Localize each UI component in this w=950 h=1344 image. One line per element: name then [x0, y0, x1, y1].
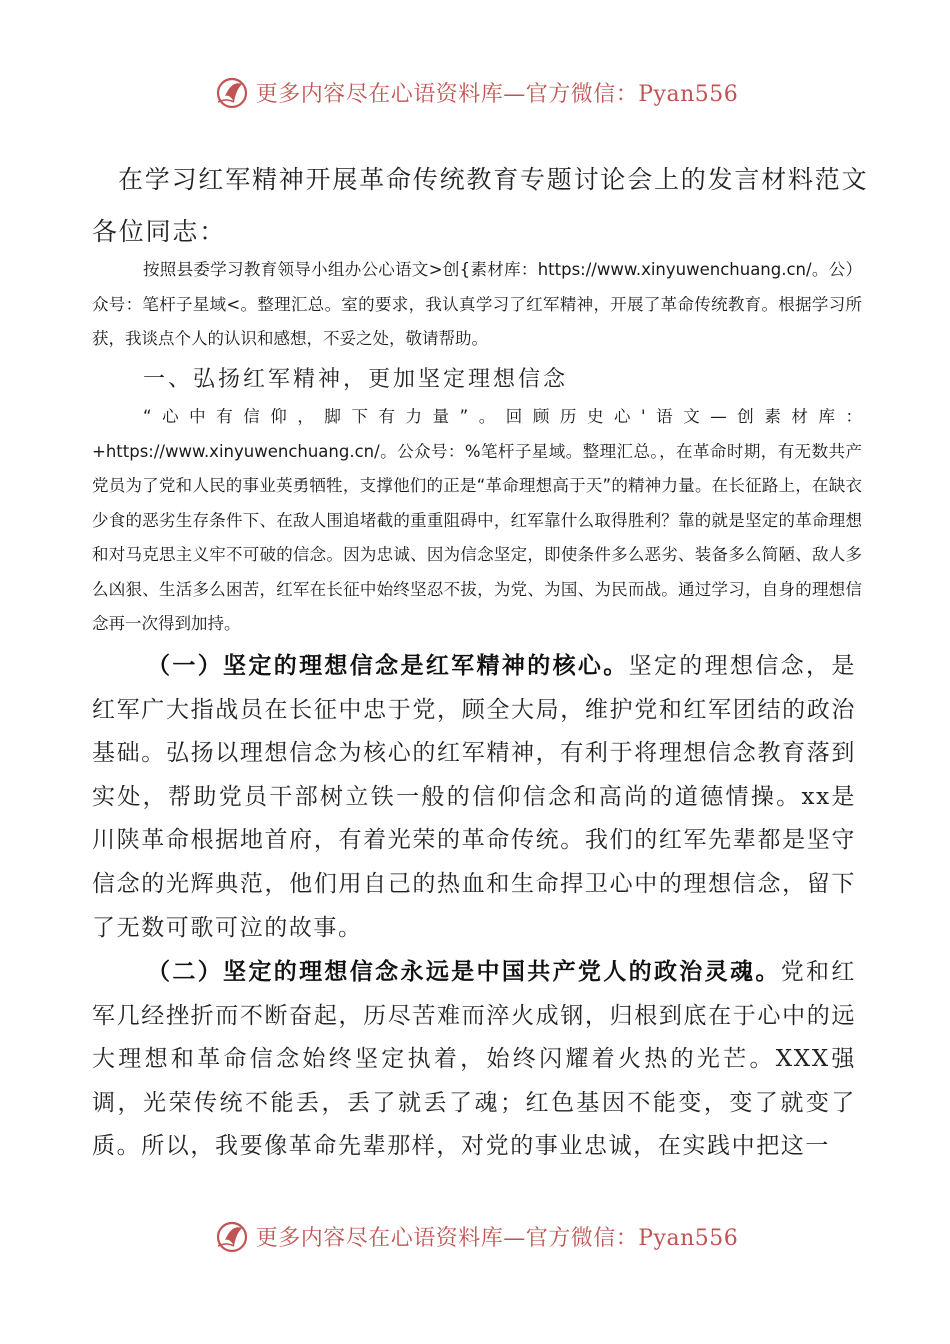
- subsection-2-text: 党和红军几经挫折而不断奋起，历尽苦难而淬火成钢，归根到底在于心中的远大理想和革命信念始终坚定执着，始终闪耀着火热的光芒。XXX强调，光荣传统不能丢，丢了就丢了魂；红色基因不能变，变了就变了质。所以，我要像革命先辈那样，对党的事业忠诚，在实践中把这一: [92, 959, 856, 1160]
- paragraph-section-1: “心中有信仰，脚下有力量”。回顾历史心'语文—创素材库：+https://www.xinyuwenchuang.cn/。公众号：%笔杆子星域。整理汇总。，在革命时期，有无数共产党员为了党和人民的事业英勇牺牲，支撑他们的正是“革命理想高于天”的精神力量。在长征路上，在缺衣少食的恶劣生存条件下、在敌人围追堵截的重重阻碍中，红军靠什么取得胜利？靠的就是坚定的革命理想和对马克思主义牢不可破的信念。因为忠诚、因为信念坚定，即使条件多么恶劣、装备多么简陋、敌人多么凶狠、生活多么困苦，红军在长征中始终坚忍不拔，为党、为国、为民而战。通过学习，自身的理想信念再一次得到加持。: [92, 407, 862, 633]
- subsection-1-heading: （一）坚定的理想信念是红军精神的核心。: [147, 652, 629, 679]
- greeting: 各位同志：: [92, 217, 227, 246]
- section-heading-1: 一、弘扬红军精神，更加坚定理想信念: [143, 367, 569, 392]
- logo-icon: [212, 1216, 252, 1256]
- watermark-banner-bottom: [0, 1214, 950, 1258]
- paragraph-intro: 按照县委学习教育领导小组办公心语文>创{素材库：https://www.xinyuwenchuang.cn/。公）众号：笔杆子星域<。整理汇总。室的要求，我认真学习了红军精神，开展了革命传统教育。根据学习所获，我谈点个人的认识和感想，不妥之处，敬请帮助。: [92, 260, 862, 348]
- subsection-2-heading: （二）坚定的理想信念永远是中国共产党人的政治灵魂。: [147, 958, 781, 985]
- watermark-text-bottom: 更多内容尽在心语资料库—官方微信：Pyan556: [255, 1225, 739, 1251]
- subsection-1-text: 坚定的理想信念，是红军广大指战员在长征中忠于党，顾全大局，维护党和红军团结的政治基础。弘扬以理想信念为核心的红军精神，有利于将理想信念教育落到实处，帮助党员干部树立铁一般的信仰信念和高尚的道德情操。xx是川陕革命根据地首府，有着光荣的革命传统。我们的红军先辈都是坚守信念的光辉典范，他们用自己的热血和生命捍卫心中的理想信念，留下了无数可歌可泣的故事。: [92, 653, 856, 941]
- logo-icon: [212, 72, 252, 112]
- watermark-banner-top: [0, 70, 950, 114]
- paragraph-subsection-1: [92, 644, 856, 950]
- paragraph-subsection-2: [92, 950, 856, 1169]
- document-title: 在学习红军精神开展革命传统教育专题讨论会上的发言材料范文: [118, 165, 869, 194]
- watermark-text-top: 更多内容尽在心语资料库—官方微信：Pyan556: [255, 81, 739, 107]
